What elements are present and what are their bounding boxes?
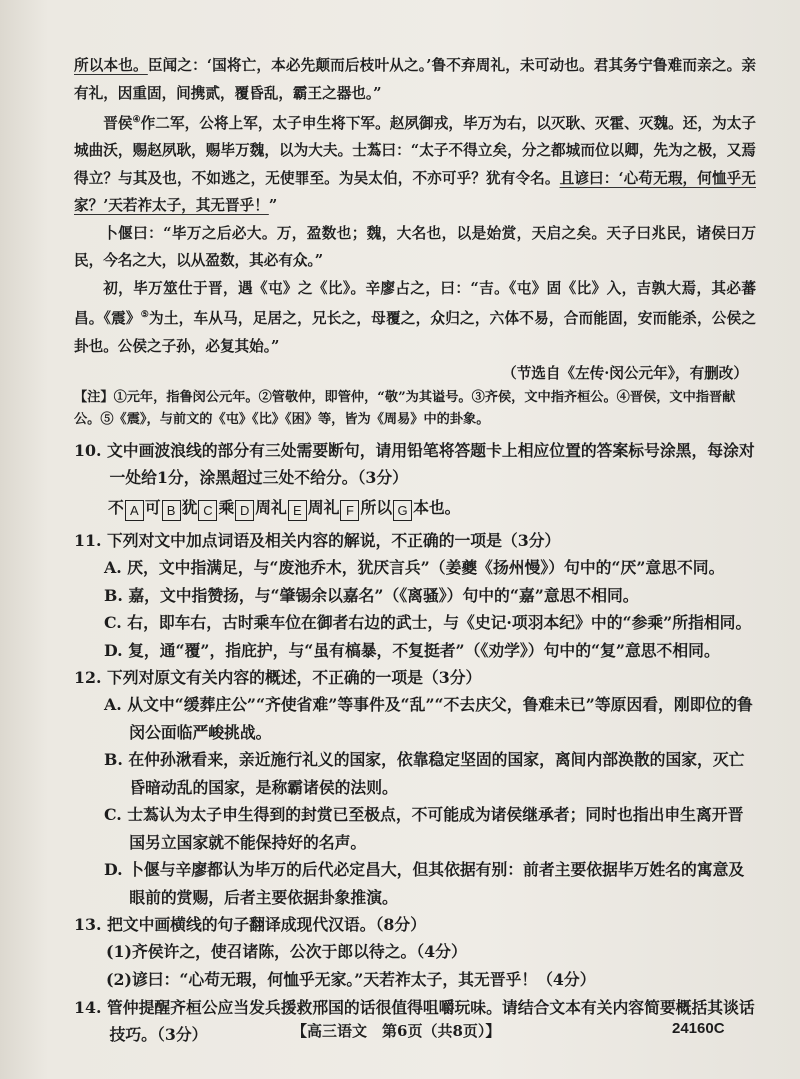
passage-source: （节选自《左传·闵公元年》，有删改）	[502, 365, 748, 383]
passage-text: 初，毕万筮仕于晋，遇《屯》之《比》。辛廖占之，曰：“吉。《屯》固《比》入，吉孰大焉，其必蕃昌。《震》	[74, 279, 756, 328]
sentence-segment: 不	[108, 498, 124, 518]
break-box-g[interactable]: G	[393, 500, 412, 521]
question-13-sub-2: (2)谚曰：“心苟无瑕，何恤乎无家。”天若祚太子，其无晋乎！（4分）	[106, 970, 596, 990]
note-label: 【注】	[74, 390, 114, 406]
break-box-b[interactable]: B	[162, 500, 181, 521]
passage-text: 为土，车从马，足居之，兄长之，母覆之，众归之，六体不易，合而能固，安而能杀，公侯之卦也。公侯之子孙，必复其始。”	[74, 310, 756, 355]
question-12-option-d: D. 卜偃与辛廖都认为毕万的后代必定昌大，但其依据有别：前者主要依据毕万姓名的寓意及眼前的赏赐，后者主要依据卦象推演。	[104, 860, 745, 907]
question-11-option-a: A. 厌，文中指满足，与“废池乔木，犹厌言兵”（姜夔《扬州慢》）句中的“厌”意思不同。	[104, 558, 725, 578]
sentence-segment: 本也。	[413, 498, 461, 518]
question-14-stem: 14. 管仲提醒齐桓公应当发兵援救邢国的话很值得咀嚼玩味。请结合文本有关内容简要概括其谈话技巧。（3分）	[74, 998, 755, 1045]
sentence-segment: 周礼	[307, 498, 340, 518]
footnote-marker: ④	[132, 115, 141, 125]
passage-text: ”	[268, 197, 278, 215]
passage-paragraph-3: 卜偃曰：“毕万之后必大。万，盈数也；魏，大名也，以是始赏，天启之矣。天子曰兆民，诸侯曰万民，今名之大，以从盈数，其必有众。”	[74, 224, 756, 270]
question-11-stem: 11. 下列对文中加点词语及相关内容的解说，不正确的一项是（3分）	[74, 531, 561, 551]
question-13-stem: 13. 把文中画横线的句子翻译成现代汉语。（8分）	[74, 915, 427, 935]
break-box-f[interactable]: F	[340, 500, 359, 521]
break-box-e[interactable]: E	[288, 500, 307, 521]
passage-paragraph-2	[74, 107, 756, 220]
underlined-sentence: 且谚曰：‘心苟无瑕，何恤乎无家？’天若祚太子，其无晋乎！	[74, 169, 756, 215]
footer-page-label: 【高三语文 第6页（共8页）】	[292, 1022, 501, 1040]
break-box-d[interactable]: D	[235, 500, 254, 521]
passage-text: 晋侯	[103, 114, 133, 132]
footnote-marker: ⑤	[140, 310, 150, 321]
note-text: ①元年，指鲁闵公元年。②管敬仲，即管仲，“敬”为其谥号。③齐侯，文中指齐桓公。④晋侯，文中指晋献公。⑤《震》，与前文的《屯》《比》《困》等，皆为《周易》中的卦象。	[74, 390, 736, 428]
sentence-segment: 犹	[181, 498, 198, 518]
sentence-segment: 可	[144, 498, 161, 518]
question-11-option-b: B. 嘉，文中指赞扬，与“肇锡余以嘉名”（《离骚》）句中的“嘉”意思不相同。	[104, 585, 639, 605]
sentence-segment: 乘	[218, 498, 235, 518]
passage-paragraph-1	[74, 52, 756, 107]
sentence-segment: 周礼	[255, 498, 287, 518]
annotation-notes	[74, 387, 756, 431]
question-11-option-d: D. 复，通“覆”，指庇护，与“虽有槁暴，不复挺者”（《劝学》）句中的“复”意思不相同。	[104, 640, 720, 660]
footer-exam-code: 24160C	[672, 1020, 725, 1037]
question-12-option-a: A. 从文中“缓葬庄公”“齐使省难”等事件及“乱”“不去庆父，鲁难未已”等原因看，刚即位的鲁闵公面临严峻挑战。	[104, 695, 753, 742]
passage-text: 臣闻之：‘国将亡，本必先颠而后枝叶从之。’鲁不弃周礼，未可动也。君其务宁鲁难而亲之。亲有礼，因重固，间携贰，覆昏乱，霸王之器也。”	[74, 57, 756, 102]
question-10-stem: 10. 文中画波浪线的部分有三处需要断句，请用铅笔将答题卡上相应位置的答案标号涂黑，每涂对一处给1分，涂黑超过三处不给分。（3分）	[74, 441, 755, 488]
question-10-sentence-boxes	[108, 493, 756, 523]
passage-text: 作二军，公将上军，太子申生将下军。赵夙御戎，毕万为右，以灭耿、灭霍、灭魏。还，为太子城曲沃，赐赵夙耿，赐毕万魏，以为大夫。士蒍曰：“太子不得立矣，分之都城而位以卿，先为之极，又焉得立？与其及也，不如逃之，无使罪至。为吴太伯，不亦可乎？犹有令名。	[74, 114, 756, 187]
question-12-stem: 12. 下列对原文有关内容的概述，不正确的一项是（3分）	[74, 668, 482, 688]
question-12-option-b: B. 在仲孙湫看来，亲近施行礼义的国家，依靠稳定坚固的国家，离间内部涣散的国家，灭亡昏暗动乱的国家，是称霸诸侯的法则。	[104, 750, 745, 797]
question-13-sub-1: (1)齐侯许之，使召诸陈，公次于郎以待之。（4分）	[106, 942, 467, 962]
question-12-option-c: C. 士蒍认为太子申生得到的封赏已至极点，不可能成为诸侯继承者；同时也指出申生离开晋国另立国家就不能保持好的名声。	[104, 805, 744, 852]
break-box-c[interactable]: C	[198, 500, 217, 521]
sentence-segment: 所以	[360, 498, 393, 518]
underlined-fragment: 所以本也。	[74, 57, 148, 74]
break-box-a[interactable]: A	[125, 500, 144, 521]
question-11-option-c: C. 右，即车右，古时乘车位在御者右边的武士，与《史记·项羽本纪》中的“参乘”所指相同。	[104, 613, 752, 633]
passage-paragraph-4	[74, 275, 756, 360]
